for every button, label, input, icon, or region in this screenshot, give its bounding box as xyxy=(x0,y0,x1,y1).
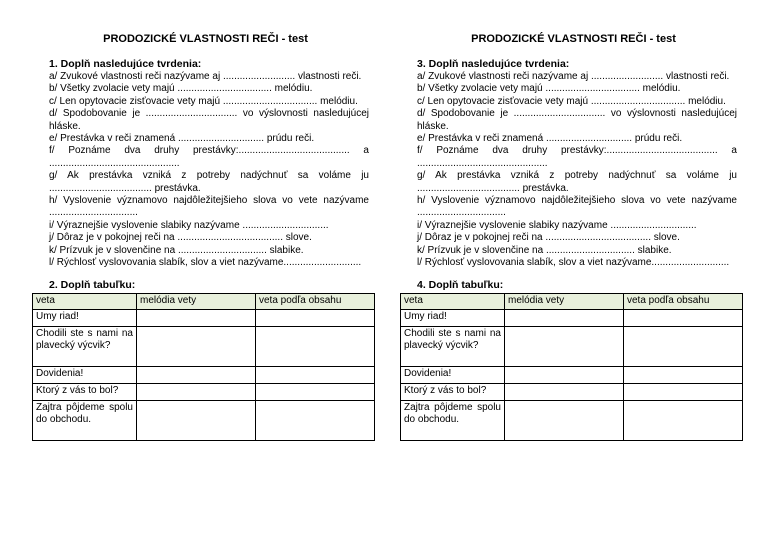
answer-cell[interactable] xyxy=(256,366,375,383)
statement-item: b/ Všetky zvolacie vety majú .................................. melódiu. xyxy=(417,83,681,95)
statement-item: c/ Len opytovacie zisťovacie vety majú .................................. melódiu. xyxy=(417,95,726,107)
page-title: PRODOZICKÉ VLASTNOSTI REČI - test xyxy=(471,33,676,45)
statement-item: j/ Dôraz je v pokojnej reči na ...................................... slove. xyxy=(417,232,680,244)
statement-list xyxy=(400,71,737,270)
answer-cell[interactable] xyxy=(256,326,375,366)
answer-cell[interactable] xyxy=(137,366,256,383)
column-header: veta podľa obsahu xyxy=(256,293,375,309)
answer-cell[interactable] xyxy=(137,383,256,400)
statement-item: f/ Poznáme dva druhy prestávky:........................................ a ............................................... xyxy=(417,145,737,169)
sentence-cell: Ktorý z vás to bol? xyxy=(401,383,505,400)
statement-item: k/ Prízvuk je v slovenčine na ................................ slabike. xyxy=(49,244,304,256)
table-row xyxy=(401,309,743,326)
sentence-cell: Zajtra pôjdeme spolu do obchodu. xyxy=(401,400,505,440)
sentence-cell: Chodili ste s nami na plavecký výcvik? xyxy=(401,326,505,366)
sentence-cell: Umy riad! xyxy=(401,309,505,326)
table-row xyxy=(401,326,743,366)
answer-cell[interactable] xyxy=(505,383,624,400)
answer-cell[interactable] xyxy=(505,400,624,440)
answer-cell[interactable] xyxy=(624,400,743,440)
sentence-cell: Dovidenia! xyxy=(33,366,137,383)
answer-cell[interactable] xyxy=(505,309,624,326)
answer-cell[interactable] xyxy=(624,383,743,400)
table-row xyxy=(401,366,743,383)
answer-cell[interactable] xyxy=(505,366,624,383)
answer-cell[interactable] xyxy=(624,366,743,383)
statement-item: h/ Vyslovenie významovo najdôležitejšieho slova vo vete nazývame ................................ xyxy=(49,195,369,219)
table-row xyxy=(401,400,743,440)
column-header: veta xyxy=(33,293,137,309)
test-right xyxy=(400,32,737,441)
statement-item: g/ Ak prestávka vzniká z potreby nadýchnuť sa voláme ju ..................................... prestávka. xyxy=(417,170,737,194)
test-left xyxy=(32,32,369,441)
statement-item: d/ Spodobovanie je ................................. vo výslovnosti nasledujúcej hláske. xyxy=(417,108,737,132)
answer-cell[interactable] xyxy=(256,383,375,400)
section-heading-table: 2. Doplň tabuľku: xyxy=(49,278,136,291)
answer-cell[interactable] xyxy=(137,326,256,366)
statement-item: i/ Výraznejšie vyslovenie slabiky nazývame ............................... xyxy=(49,219,329,231)
answer-cell[interactable] xyxy=(256,309,375,326)
section-heading-table: 4. Doplň tabuľku: xyxy=(417,278,504,291)
statement-item: i/ Výraznejšie vyslovenie slabiky nazývame ............................... xyxy=(417,219,697,231)
statement-item: f/ Poznáme dva druhy prestávky:........................................ a ............................................... xyxy=(49,145,369,169)
column-header: melódia vety xyxy=(505,293,624,309)
statement-item: h/ Vyslovenie významovo najdôležitejšieho slova vo vete nazývame ................................ xyxy=(417,195,737,219)
statement-item: c/ Len opytovacie zisťovacie vety majú .................................. melódiu. xyxy=(49,95,358,107)
sentence-cell: Zajtra pôjdeme spolu do obchodu. xyxy=(33,400,137,440)
sentence-cell: Dovidenia! xyxy=(401,366,505,383)
statement-item: a/ Zvukové vlastnosti reči nazývame aj .......................... vlastnosti reči. xyxy=(49,71,362,82)
column-header: veta xyxy=(401,293,505,309)
statement-item: d/ Spodobovanie je ................................. vo výslovnosti nasledujúcej hláske. xyxy=(49,108,369,132)
table-header-row xyxy=(33,293,375,309)
answer-cell[interactable] xyxy=(505,326,624,366)
statement-item: e/ Prestávka v reči znamená ............................... prúdu reči. xyxy=(417,133,683,145)
statement-item: g/ Ak prestávka vzniká z potreby nadýchnuť sa voláme ju ..................................... prestávka. xyxy=(49,170,369,194)
column-header: veta podľa obsahu xyxy=(624,293,743,309)
statement-list xyxy=(32,71,369,270)
statement-item: j/ Dôraz je v pokojnej reči na ...................................... slove. xyxy=(49,232,312,244)
answer-cell[interactable] xyxy=(624,309,743,326)
section-heading-statements: 3. Doplň nasledujúce tvrdenia: xyxy=(417,58,570,70)
statement-item: b/ Všetky zvolacie vety majú .................................. melódiu. xyxy=(49,83,313,95)
answer-cell[interactable] xyxy=(624,326,743,366)
column-header: melódia vety xyxy=(137,293,256,309)
answer-cell[interactable] xyxy=(137,309,256,326)
statement-item: l/ Rýchlosť vyslovovania slabík, slov a viet nazývame............................ xyxy=(49,257,362,269)
sentence-cell: Ktorý z vás to bol? xyxy=(33,383,137,400)
statement-item: k/ Prízvuk je v slovenčine na ................................ slabike. xyxy=(417,244,672,256)
statement-item: a/ Zvukové vlastnosti reči nazývame aj .......................... vlastnosti reči. xyxy=(417,71,730,82)
page-title: PRODOZICKÉ VLASTNOSTI REČI - test xyxy=(103,33,308,45)
table-row xyxy=(33,309,375,326)
table-row xyxy=(33,383,375,400)
sentence-cell: Umy riad! xyxy=(33,309,137,326)
table-row xyxy=(33,366,375,383)
table-row xyxy=(401,383,743,400)
statement-item: e/ Prestávka v reči znamená ............................... prúdu reči. xyxy=(49,133,315,145)
sentence-table xyxy=(32,293,375,441)
section-heading-statements: 1. Doplň nasledujúce tvrdenia: xyxy=(49,58,202,70)
answer-cell[interactable] xyxy=(137,400,256,440)
table-row xyxy=(33,400,375,440)
answer-cell[interactable] xyxy=(256,400,375,440)
sentence-cell: Chodili ste s nami na plavecký výcvik? xyxy=(33,326,137,366)
table-row xyxy=(33,326,375,366)
table-header-row xyxy=(401,293,743,309)
sentence-table xyxy=(400,293,743,441)
statement-item: l/ Rýchlosť vyslovovania slabík, slov a viet nazývame............................ xyxy=(417,257,730,269)
